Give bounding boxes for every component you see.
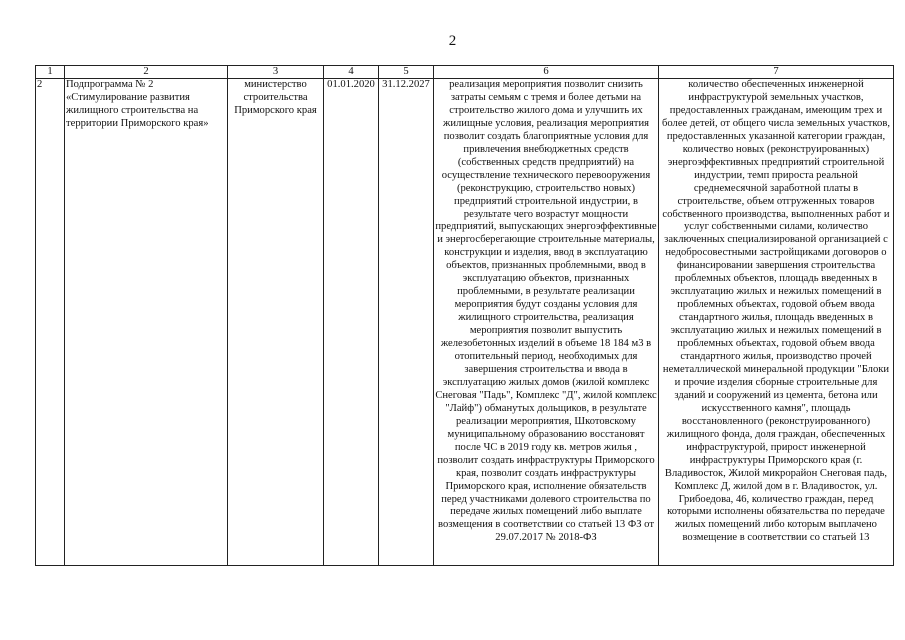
column-header-2: 2 xyxy=(65,66,228,79)
expected-result: реализация мероприятия позволит снизить затраты семьям с тремя и более детьми на строительство жилого дома и улучшить их жилищные условия, реализация мероприятия позволит создать благоприятные условия для привлечения внебюджетных средств (собственных средств предприятий) на осуществление технического перевооружения (реконструкцию, строительство новых) предприятий строительной индустрии, в результате чего возрастут мощности предприятий, выпускающих энергоэффективные и энергосберегающие строительные материалы, конструкции и изделия, ввод в эксплуатацию объектов, признанных проблемными, ввод в эксплуатацию объектов, признанных проблемными, в результате реализации мероприятия будут созданы условия для жилищного строительства, реализация мероприятия позволит выпустить железобетонных изделий в объеме 18 184 м3 в отопительный период, необходимых для завершения строительства и ввода в эксплуатацию жилых домов (жилой комплекс Снеговая "Падь", Комплекс "Д", жилой комплекс "Лайф") обманутых дольщиков, в результате реализации мероприятия, Шкотовскому муниципальному образованию восстановят после ЧС в 2019 году кв. метров жилья , позволит создать инфраструктуры Приморского края, позволит создать инфраструктуры Приморского края, исполнение обязательств перед участниками долевого строительства по передаче жилых помещений либо выплате возмещения в соответствии со статьей 13 ФЗ от 29.07.2017 № 2018-ФЗ xyxy=(434,79,659,566)
table-row xyxy=(36,79,894,566)
column-header-3: 3 xyxy=(228,66,324,79)
header-row xyxy=(36,66,894,79)
column-header-5: 5 xyxy=(379,66,434,79)
row-number: 2 xyxy=(36,79,65,566)
end-date: 31.12.2027 xyxy=(379,79,434,566)
subprogram-name: Подпрограмма № 2 «Стимулирование развития жилищного строительства на территории Приморского края» xyxy=(65,79,228,566)
target-indicators: количество обеспеченных инженерной инфраструктурой земельных участков, предоставленных гражданам, имеющим трех и более детей, от общего числа земельных участков, предоставленных указанной категории граждан, количество новых (реконструированных) энергоэффективных предприятий строительной индустрии, темп прироста реальной среднемесячной заработной платы в строительстве, объем отгруженных товаров собственного производства, выполненных работ и услуг собственными силами, количество заключенных специализированой организацией с недобросовестными застройщиками договоров о финансировании завершения строительства проблемных объектов, площадь введенных в эксплуатацию жилых и нежилых помещений в проблемных объектах, годовой объем ввода стандартного жилья, площадь введенных в эксплуатацию жилых и нежилых помещений в проблемных объектах, годовой объем ввода стандартного жилья, производство прочей неметаллической минеральной продукции "Блоки и прочие изделия сборные строительные для зданий и сооружений из цемента, бетона или искусственного камня", площадь восстановленного (реконструированного) жилищного фонда, доля граждан, обеспеченных инфраструктурой, прирост инженерной инфраструктуры Приморского края (г. Владивосток, Жилой микрорайон Снеговая падь, Комплекс Д, жилой дом в г. Владивосток, ул. Грибоедова, 46, количество граждан, перед которыми исполнены обязательства по передаче жилых помещений либо которым выплачено возмещение в соответствии со статьей 13 xyxy=(659,79,894,566)
responsible-executor: министерство строительства Приморского края xyxy=(228,79,324,566)
column-header-4: 4 xyxy=(324,66,379,79)
start-date: 01.01.2020 xyxy=(324,79,379,566)
column-header-1: 1 xyxy=(36,66,65,79)
page-number: 2 xyxy=(448,33,457,49)
column-header-7: 7 xyxy=(659,66,894,79)
column-header-6: 6 xyxy=(434,66,659,79)
program-table xyxy=(35,65,894,566)
